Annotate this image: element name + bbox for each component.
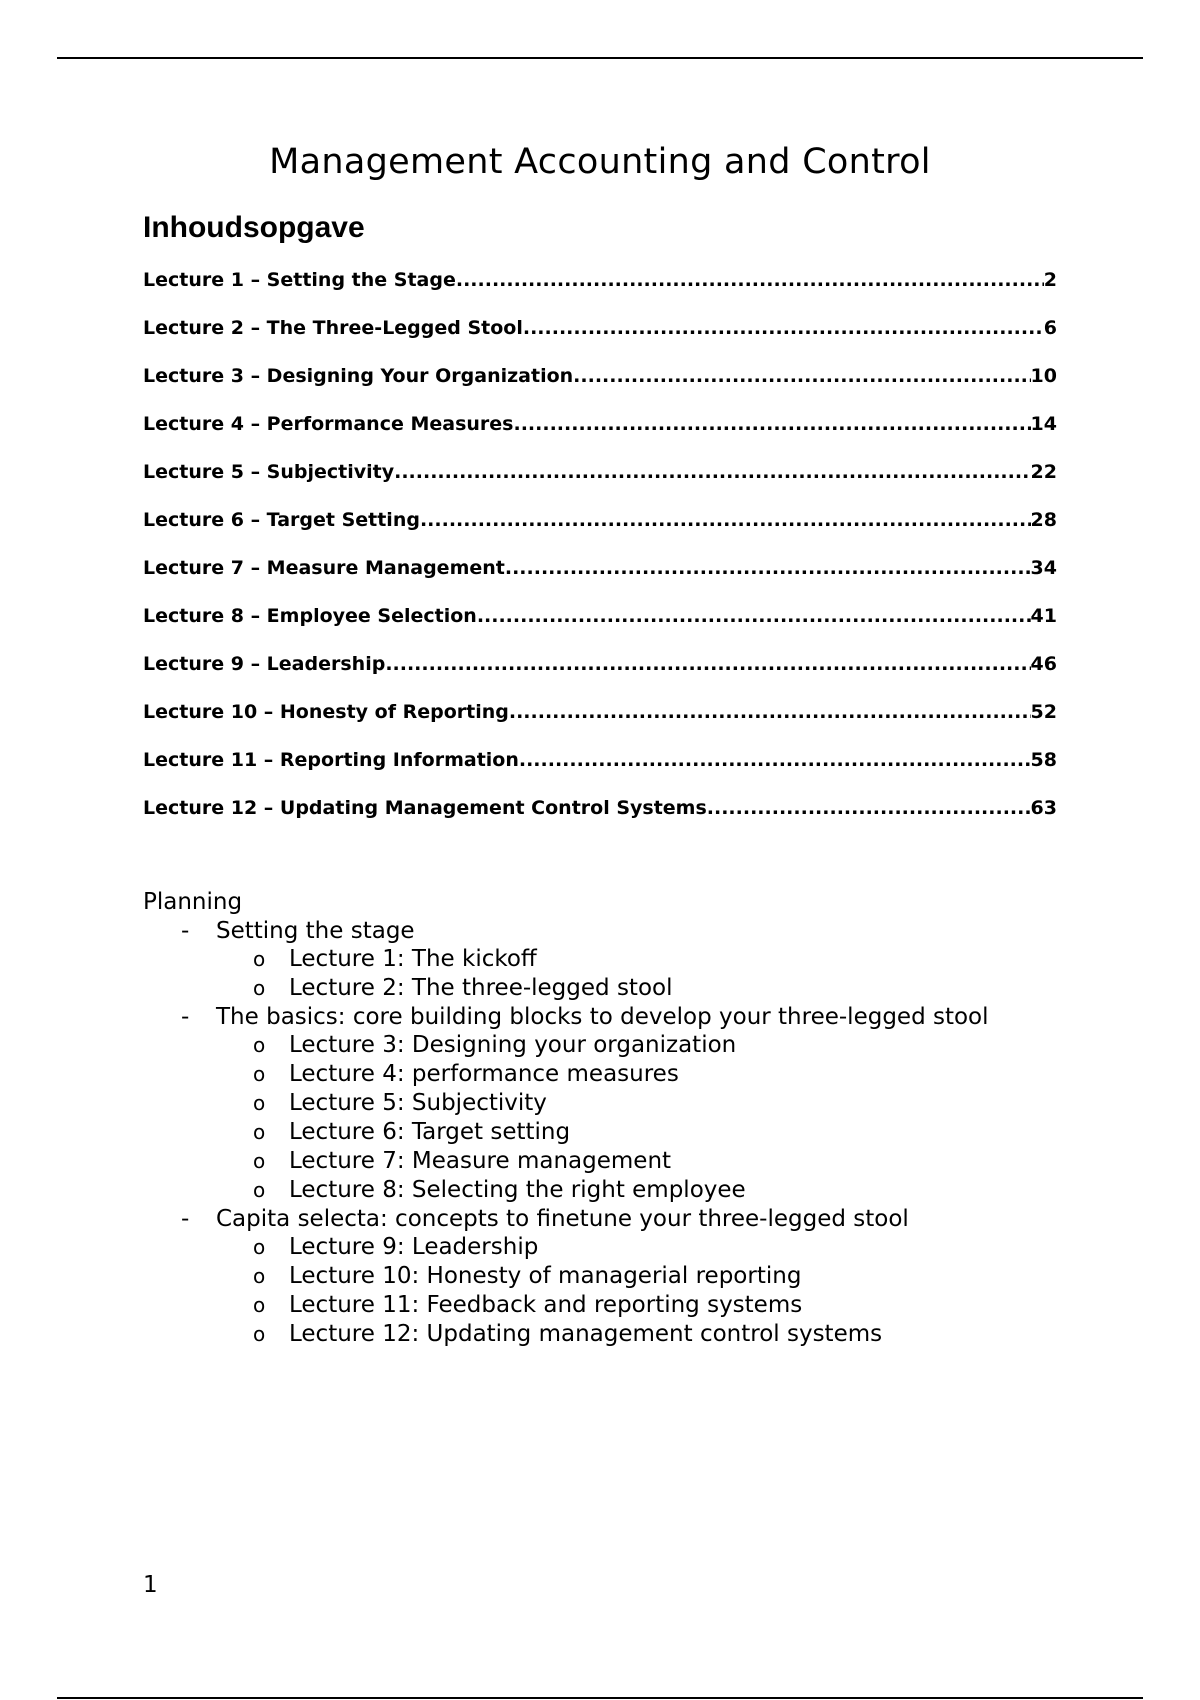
lecture-text: Lecture 8: Selecting the right employee: [289, 1177, 746, 1203]
toc-dot-leader: [519, 748, 1031, 772]
list-item: [143, 1320, 1093, 1349]
toc-dot-leader: [385, 652, 1030, 676]
toc-entry-lecture-3[interactable]: [143, 364, 1057, 388]
planning-section: [143, 1205, 1093, 1349]
toc-entry-page: 28: [1030, 509, 1057, 531]
circle-bullet: o: [253, 1293, 266, 1317]
lecture-text: Lecture 12: Updating management control systems: [289, 1321, 883, 1347]
list-item: [143, 1262, 1093, 1291]
lecture-text: Lecture 4: performance measures: [289, 1061, 679, 1087]
lecture-list: [143, 1233, 1093, 1349]
toc-dot-leader: [707, 796, 1031, 820]
planning-section: [143, 917, 1093, 1003]
toc-entry-label: Lecture 8 – Employee Selection: [143, 605, 477, 627]
toc-entry-lecture-10[interactable]: [143, 700, 1057, 724]
toc-entry-lecture-5[interactable]: [143, 460, 1057, 484]
toc-entry-lecture-9[interactable]: [143, 652, 1057, 676]
section-heading: [143, 1003, 1093, 1031]
toc-entry-lecture-12[interactable]: [143, 796, 1057, 820]
toc-entry-label: Lecture 11 – Reporting Information: [143, 749, 519, 771]
lecture-text: Lecture 10: Honesty of managerial reporting: [289, 1263, 802, 1289]
toc-entry-page: 52: [1030, 701, 1057, 723]
lecture-list: [143, 945, 1093, 1003]
footer-rule: [57, 1697, 1143, 1699]
toc-entry-lecture-8[interactable]: [143, 604, 1057, 628]
toc-entry-label: Lecture 5 – Subjectivity: [143, 461, 395, 483]
lecture-text: Lecture 2: The three-legged stool: [289, 975, 673, 1001]
lecture-list: [143, 1031, 1093, 1205]
toc-entry-lecture-1[interactable]: [143, 268, 1057, 292]
list-item: [143, 1176, 1093, 1205]
toc-entry-page: 63: [1030, 797, 1057, 819]
section-title: The basics: core building blocks to develop your three-legged stool: [216, 1004, 989, 1030]
planning-title: Planning: [143, 889, 243, 915]
dash-bullet: -: [181, 1004, 190, 1030]
planning-section-list: [143, 917, 1093, 1349]
toc-entry-lecture-4[interactable]: [143, 412, 1057, 436]
toc-heading: Inhoudsopgave: [143, 211, 365, 244]
circle-bullet: o: [253, 1322, 266, 1346]
toc-dot-leader: [477, 604, 1031, 628]
toc-entry-lecture-6[interactable]: [143, 508, 1057, 532]
toc-dot-leader: [505, 556, 1031, 580]
list-item: [143, 1060, 1093, 1089]
toc-entry-label: Lecture 10 – Honesty of Reporting: [143, 701, 509, 723]
circle-bullet: o: [253, 1235, 266, 1259]
toc-entry-page: 10: [1030, 365, 1057, 387]
circle-bullet: o: [253, 1120, 266, 1144]
toc-dot-leader: [513, 412, 1030, 436]
list-item: [143, 1089, 1093, 1118]
toc-entry-page: 2: [1043, 269, 1057, 291]
toc-entry-lecture-7[interactable]: [143, 556, 1057, 580]
circle-bullet: o: [253, 1062, 266, 1086]
toc-dot-leader: [523, 316, 1044, 340]
circle-bullet: o: [253, 1149, 266, 1173]
toc-entry-page: 41: [1030, 605, 1057, 627]
toc-dot-leader: [573, 364, 1030, 388]
toc-entry-label: Lecture 3 – Designing Your Organization: [143, 365, 574, 387]
circle-bullet: o: [253, 1091, 266, 1115]
dash-bullet: -: [181, 918, 190, 944]
lecture-text: Lecture 6: Target setting: [289, 1119, 571, 1145]
circle-bullet: o: [253, 1033, 266, 1057]
toc-entry-page: 58: [1030, 749, 1057, 771]
section-heading: [143, 1205, 1093, 1233]
header-rule: [57, 57, 1143, 59]
toc-dot-leader: [420, 508, 1031, 532]
toc-entry-label: Lecture 7 – Measure Management: [143, 557, 505, 579]
lecture-text: Lecture 9: Leadership: [289, 1234, 539, 1260]
toc-entry-label: Lecture 6 – Target Setting: [143, 509, 420, 531]
toc-entry-lecture-11[interactable]: [143, 748, 1057, 772]
toc-entry-label: Lecture 2 – The Three-Legged Stool: [143, 317, 523, 339]
lecture-text: Lecture 7: Measure management: [289, 1148, 672, 1174]
document-title: Management Accounting and Control: [269, 142, 931, 182]
list-item: [143, 1291, 1093, 1320]
toc-entry-label: Lecture 1 – Setting the Stage: [143, 269, 456, 291]
list-item: [143, 945, 1093, 974]
toc-dot-leader: [509, 700, 1031, 724]
table-of-contents: [143, 268, 1057, 844]
toc-entry-page: 22: [1030, 461, 1057, 483]
lecture-text: Lecture 3: Designing your organization: [289, 1032, 737, 1058]
toc-entry-page: 6: [1043, 317, 1057, 339]
lecture-text: Lecture 5: Subjectivity: [289, 1090, 547, 1116]
planning-outline: [143, 887, 1093, 1349]
page-number: 1: [143, 1572, 158, 1598]
section-title: Setting the stage: [216, 918, 415, 944]
circle-bullet: o: [253, 1264, 266, 1288]
toc-entry-lecture-2[interactable]: [143, 316, 1057, 340]
list-item: [143, 1031, 1093, 1060]
lecture-text: Lecture 11: Feedback and reporting systems: [289, 1292, 803, 1318]
toc-dot-leader: [394, 460, 1030, 484]
section-heading: [143, 917, 1093, 945]
list-item: [143, 1233, 1093, 1262]
list-item: [143, 1118, 1093, 1147]
dash-bullet: -: [181, 1206, 190, 1232]
toc-entry-label: Lecture 4 – Performance Measures: [143, 413, 514, 435]
list-item: [143, 974, 1093, 1003]
circle-bullet: o: [253, 947, 266, 971]
toc-dot-leader: [456, 268, 1044, 292]
lecture-text: Lecture 1: The kickoff: [289, 946, 537, 972]
toc-entry-page: 34: [1030, 557, 1057, 579]
circle-bullet: o: [253, 976, 266, 1000]
planning-section: [143, 1003, 1093, 1205]
toc-entry-label: Lecture 9 – Leadership: [143, 653, 386, 675]
toc-entry-label: Lecture 12 – Updating Management Control Systems: [143, 797, 707, 819]
section-title: Capita selecta: concepts to finetune your three-legged stool: [216, 1206, 909, 1232]
toc-entry-page: 46: [1030, 653, 1057, 675]
circle-bullet: o: [253, 1178, 266, 1202]
list-item: [143, 1147, 1093, 1176]
toc-entry-page: 14: [1030, 413, 1057, 435]
